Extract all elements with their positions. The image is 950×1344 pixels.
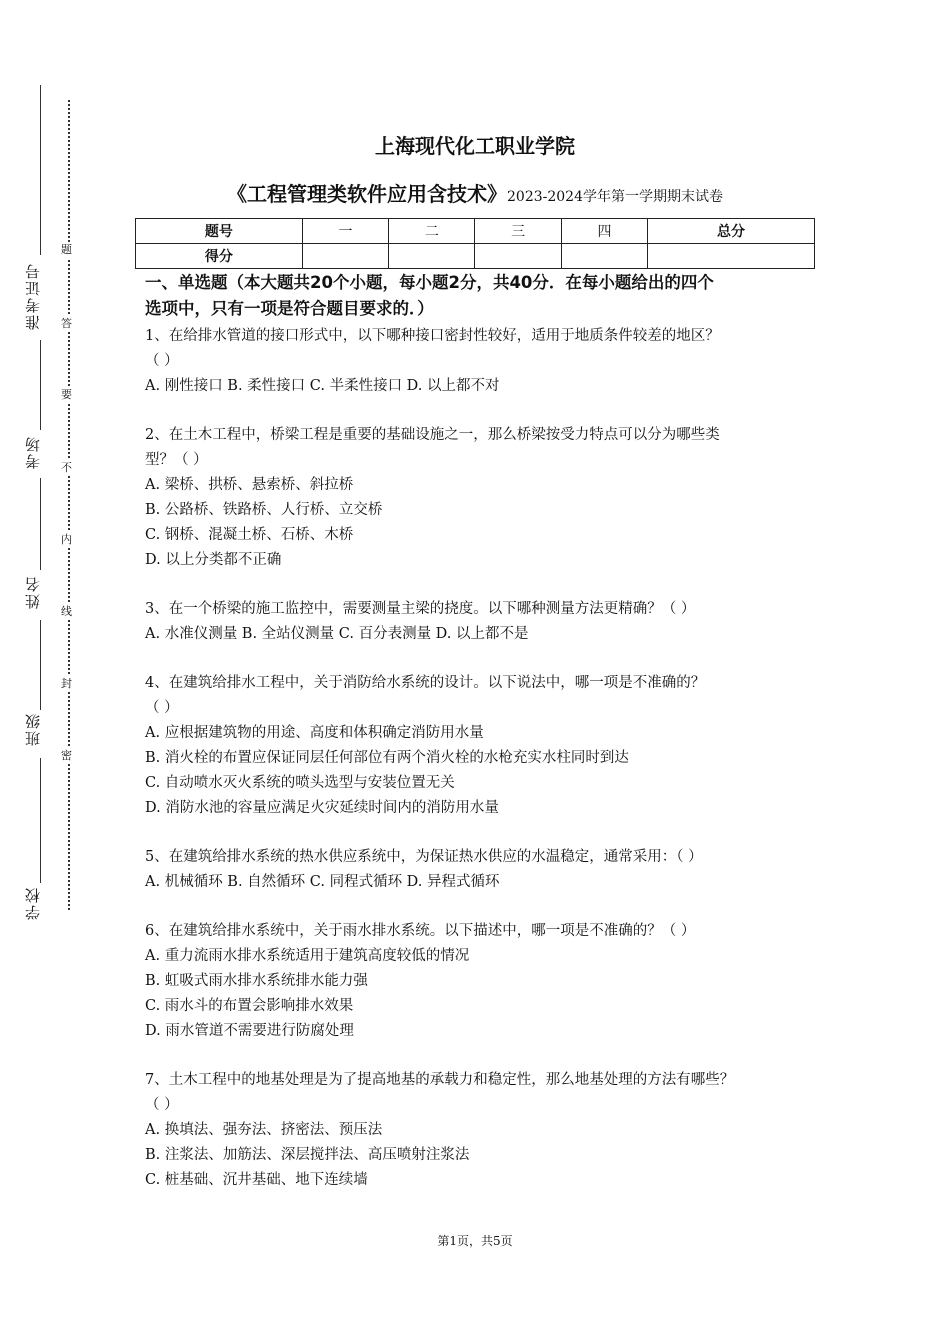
divider	[40, 478, 41, 570]
seal-char: 线	[61, 605, 72, 618]
table-cell: 三	[475, 219, 561, 244]
name-label: 姓名	[24, 575, 42, 609]
divider	[40, 85, 41, 255]
seal-line	[68, 100, 70, 910]
question	[145, 1068, 815, 1193]
score-cell[interactable]	[648, 244, 815, 269]
question-stem: 3、在一个桥梁的施工监控中，需要测量主梁的挠度。以下哪种测量方法更精确？（ ）	[145, 601, 696, 617]
question-stem: 4、在建筑给排水工程中，关于消防给水系统的设计。以下说法中，哪一项是不准确的？	[145, 675, 706, 691]
divider	[40, 340, 41, 430]
question	[145, 597, 815, 647]
section-heading	[145, 270, 815, 322]
question-option: B. 消火栓的布置应保证同层任何部位有两个消火栓的水枪充实水柱同时到达	[145, 750, 629, 766]
question-stem: （ ）	[145, 700, 179, 716]
seal-char: 封	[61, 677, 72, 690]
question-stem: 1、在给排水管道的接口形式中，以下哪种接口密封性较好，适用于地质条件较差的地区？	[145, 328, 720, 344]
seal-char: 要	[61, 388, 72, 401]
seal-char: 答	[61, 317, 72, 330]
seal-char: 题	[61, 243, 72, 256]
seal-char: 内	[61, 533, 72, 546]
question-option: D. 以上分类都不正确	[145, 552, 282, 568]
question	[145, 919, 815, 1044]
question-option: D. 雨水管道不需要进行防腐处理	[145, 1023, 354, 1039]
score-cell[interactable]	[389, 244, 475, 269]
table-cell: 二	[389, 219, 475, 244]
question-option: A. 换填法、强夯法、挤密法、预压法	[145, 1122, 383, 1138]
table-cell: 四	[561, 219, 647, 244]
school-title: 上海现代化工职业学院	[375, 134, 575, 158]
question-option: A. 机械循环 B. 自然循环 C. 同程式循环 D. 异程式循环	[145, 874, 500, 890]
score-cell[interactable]	[475, 244, 561, 269]
score-table-score-row	[136, 244, 815, 269]
course-title: 《工程管理类软件应用含技术》	[227, 182, 507, 206]
exam-title	[0, 178, 950, 207]
table-cell: 总分	[648, 219, 815, 244]
question-stem: 6、在建筑给排水系统中，关于雨水排水系统。以下描述中，哪一项是不准确的？（ ）	[145, 923, 696, 939]
question-option: C. 钢桥、混凝土桥、石桥、木桥	[145, 527, 354, 543]
seal-char: 密	[61, 749, 72, 762]
question-stem: （ ）	[145, 1097, 179, 1113]
question	[145, 423, 815, 573]
divider	[40, 620, 41, 710]
seal-char: 不	[61, 461, 72, 474]
term-title: 2023-2024学年第一学期期末试卷	[507, 189, 723, 205]
question-option: C. 自动喷水灭火系统的喷头选型与安装位置无关	[145, 775, 455, 791]
question-option: A. 刚性接口 B. 柔性接口 C. 半柔性接口 D. 以上都不对	[145, 378, 500, 394]
question-option: C. 雨水斗的布置会影响排水效果	[145, 998, 354, 1014]
section-heading-line: 选项中，只有一项是符合题目要求的．）	[145, 299, 434, 318]
question-area	[145, 270, 815, 1217]
score-table	[135, 218, 815, 269]
question	[145, 671, 815, 821]
question-stem: 型？（ ）	[145, 452, 208, 468]
school-label: 学校	[24, 886, 42, 920]
question-option: A. 重力流雨水排水系统适用于建筑高度较低的情况	[145, 948, 470, 964]
question-option: C. 桩基础、沉井基础、地下连续墙	[145, 1172, 368, 1188]
question-stem: 5、在建筑给排水系统的热水供应系统中，为保证热水供应的水温稳定，通常采用：（ ）	[145, 849, 703, 865]
question-option: A. 梁桥、拱桥、悬索桥、斜拉桥	[145, 477, 354, 493]
table-cell: 一	[302, 219, 388, 244]
question-option: D. 消防水池的容量应满足火灾延续时间内的消防用水量	[145, 800, 499, 816]
question-option: B. 虹吸式雨水排水系统排水能力强	[145, 973, 368, 989]
table-cell: 题号	[136, 219, 303, 244]
question-option: B. 注浆法、加筋法、深层搅拌法、高压喷射注浆法	[145, 1147, 470, 1163]
page-footer: 第1页，共5页	[437, 1234, 513, 1248]
score-cell[interactable]	[561, 244, 647, 269]
score-cell[interactable]	[302, 244, 388, 269]
question-option: A. 应根据建筑物的用途、高度和体积确定消防用水量	[145, 725, 484, 741]
question-stem: （ ）	[145, 353, 179, 369]
divider	[40, 758, 41, 883]
class-label: 班级	[24, 712, 42, 746]
question-stem: 2、在土木工程中，桥梁工程是重要的基础设施之一，那么桥梁按受力特点可以分为哪些类	[145, 427, 720, 443]
question	[145, 845, 815, 895]
exam-room-label: 考场	[24, 435, 42, 469]
question	[145, 324, 815, 399]
score-table-header-row	[136, 219, 815, 244]
question-stem: 7、土木工程中的地基处理是为了提高地基的承载力和稳定性，那么地基处理的方法有哪些？	[145, 1072, 735, 1088]
section-heading-line: 一、单选题（本大题共20个小题，每小题2分，共40分．在每小题给出的四个	[145, 273, 714, 292]
question-option: A. 水准仪测量 B. 全站仪测量 C. 百分表测量 D. 以上都不是	[145, 626, 529, 642]
table-cell: 得分	[136, 244, 303, 269]
question-option: B. 公路桥、铁路桥、人行桥、立交桥	[145, 502, 383, 518]
exam-number-label: 准考证号	[24, 262, 42, 330]
